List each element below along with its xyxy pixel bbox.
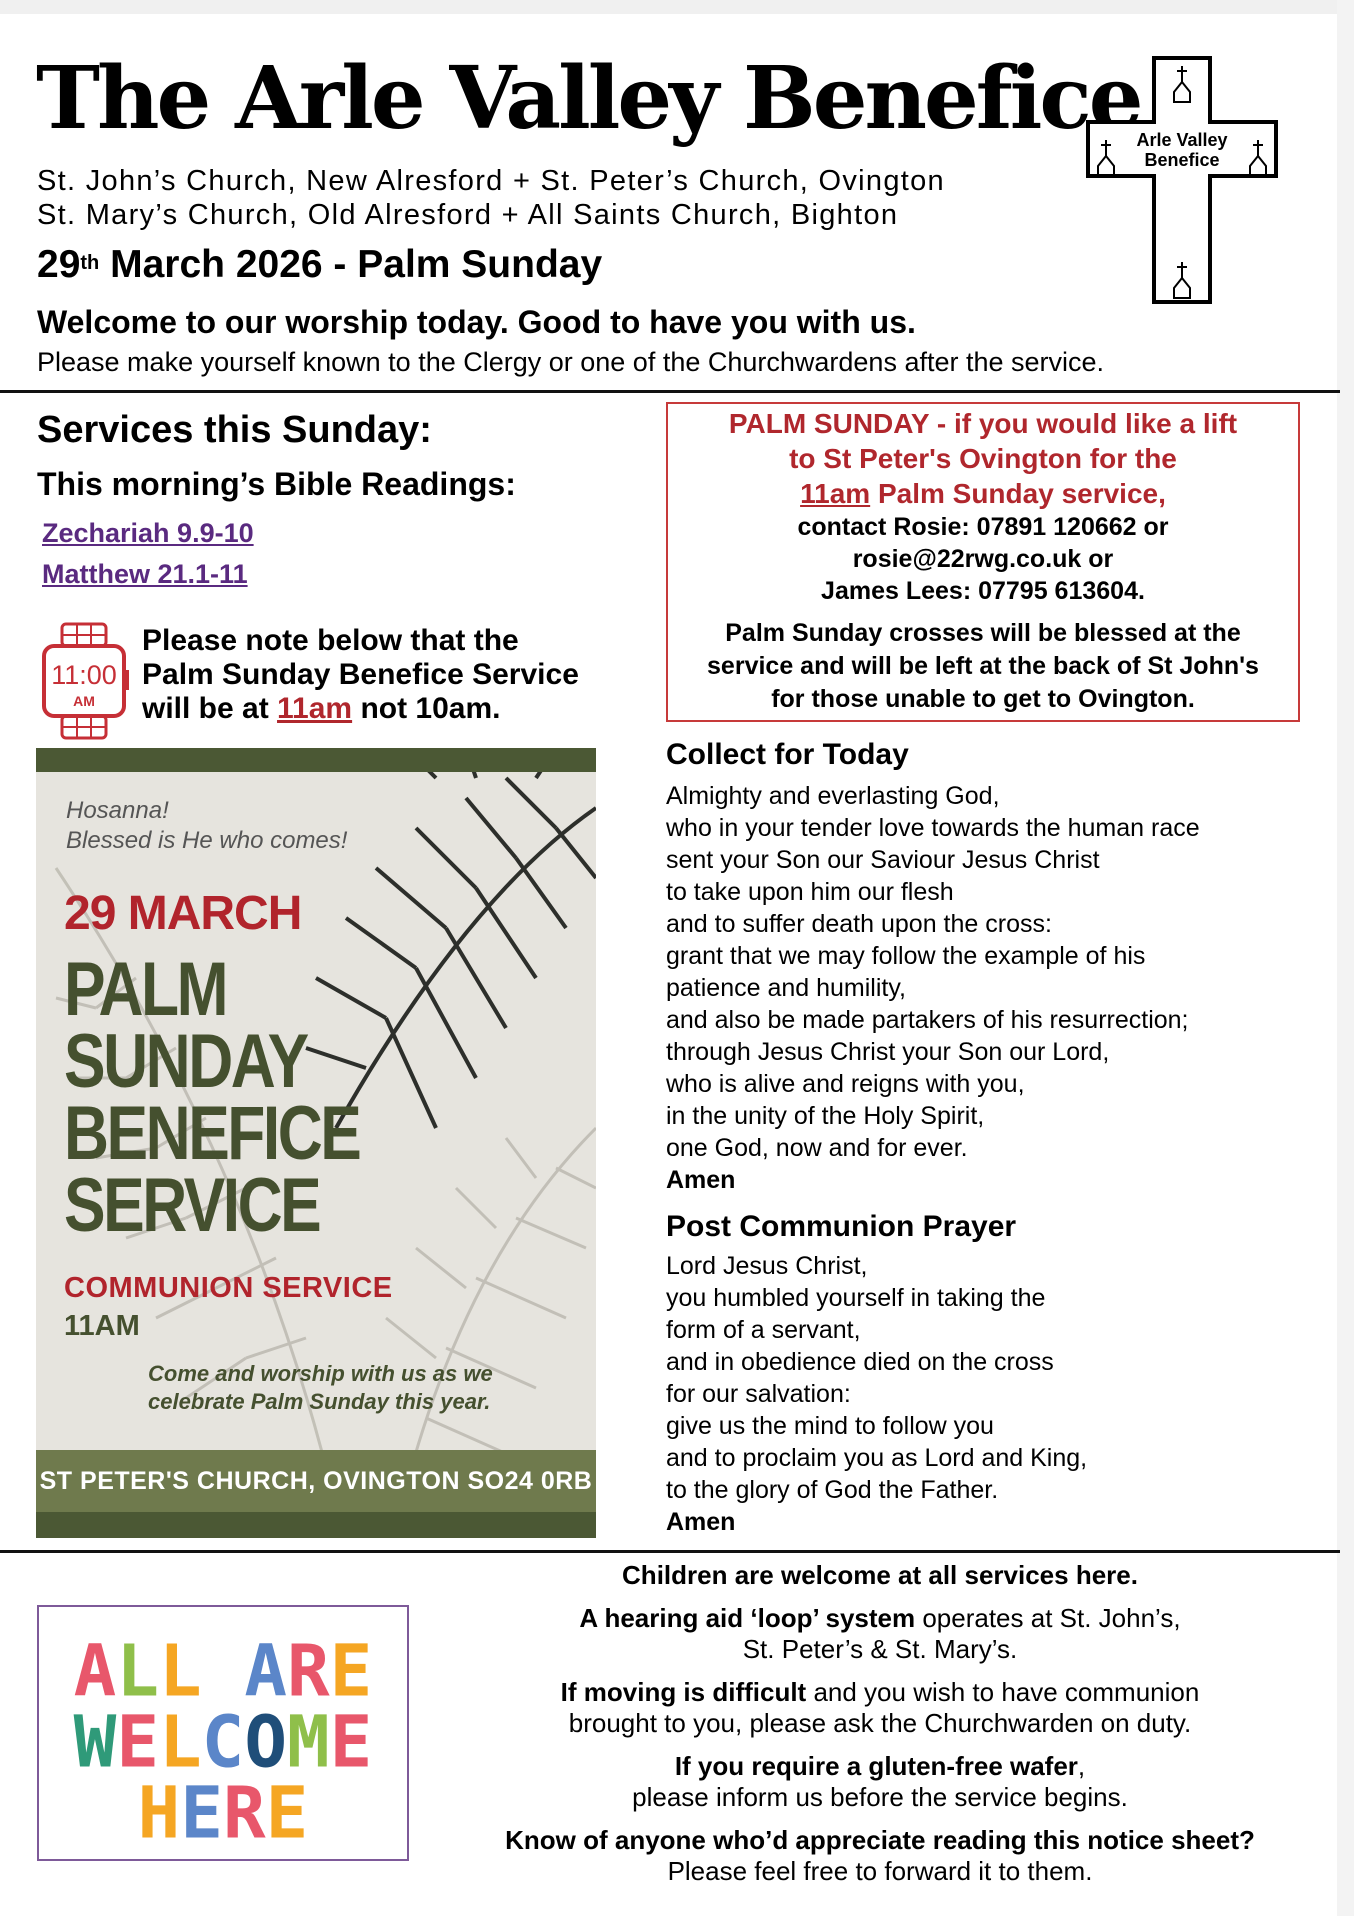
crosses-line-2: service and will be left at the back of St John's (707, 652, 1259, 680)
post-communion-line: Lord Jesus Christ, (666, 1252, 868, 1280)
contact-line-3: James Lees: 07795 613604. (821, 577, 1145, 605)
poster-title (64, 947, 360, 1248)
children-note-text: Children are welcome at all services here. (622, 1560, 1138, 1590)
welcome-letter: C (201, 1700, 245, 1784)
note-line-3 (142, 692, 622, 726)
welcome-letter: L (158, 1700, 202, 1784)
forward-note-bold: Know of anyone who’d appreciate reading this notice sheet? (505, 1825, 1255, 1855)
post-communion-text (666, 1250, 1306, 1538)
poster-time: 11AM (64, 1310, 140, 1342)
poster-date: 29 MARCH (64, 887, 302, 940)
gluten-note-line-2: please inform us before the service begins. (632, 1782, 1128, 1812)
services-heading: Services this Sunday: (37, 409, 432, 451)
poster-hosanna-line: Hosanna! (66, 797, 169, 824)
welcome-heading: Welcome to our worship today. Good to have you with us. (37, 304, 916, 340)
note-post: not 10am. (352, 692, 501, 725)
collect-line: and also be made partakers of his resurrection; (666, 1006, 1189, 1034)
note-time: 11am (277, 692, 353, 725)
note-pre: will be at (142, 692, 278, 725)
collect-line: who is alive and reigns with you, (666, 1070, 1025, 1098)
reading-link-zechariah[interactable]: Zechariah 9.9-10 (42, 518, 254, 548)
right-gutter (1337, 0, 1354, 1916)
collect-line: through Jesus Christ your Son our Lord, (666, 1038, 1110, 1066)
poster-location: ST PETER'S CHURCH, OVINGTON SO24 0RB (36, 1450, 596, 1512)
collect-line: sent your Son our Saviour Jesus Christ (666, 846, 1100, 874)
readings-heading: This morning’s Bible Readings: (37, 466, 516, 502)
palm-sunday-lift-box (666, 402, 1300, 722)
contact-line-1: contact Rosie: 07891 120662 or (797, 513, 1169, 541)
gluten-note-bold: If you require a gluten-free wafer (674, 1751, 1078, 1781)
logo-line-2: Benefice (1144, 150, 1220, 170)
all-are-welcome-image (37, 1605, 409, 1861)
welcome-letter: A (73, 1629, 117, 1713)
palm-sunday-poster (36, 748, 596, 1538)
moving-note-bold: If moving is difficult (560, 1677, 807, 1707)
crosses-line-1: Palm Sunday crosses will be blessed at the (725, 619, 1241, 647)
welcome-letter: R (287, 1629, 330, 1713)
date-day: 29 (37, 243, 81, 286)
reading-link-matthew[interactable]: Matthew 21.1-11 (42, 559, 248, 589)
time-change-note (142, 624, 622, 726)
welcome-line-3 (138, 1771, 309, 1854)
collect-heading: Collect for Today (666, 738, 909, 771)
collect-line: in the unity of the Holy Spirit, (666, 1102, 985, 1130)
lift-line-3 (668, 476, 1298, 511)
welcome-letter: O (244, 1700, 288, 1784)
footer-notes (440, 1560, 1320, 1899)
lift-service: Palm Sunday service, (870, 478, 1166, 509)
welcome-letter: E (265, 1771, 309, 1855)
post-communion-heading: Post Communion Prayer (666, 1210, 1017, 1243)
churches-line-1: St. John’s Church, New Alresford + St. Peter’s Church, Ovington (37, 165, 945, 197)
page-title: The Arle Valley Benefice (36, 48, 1141, 149)
poster-title-line-4: SERVICE (64, 1163, 320, 1248)
collect-line: Almighty and everlasting God, (666, 782, 1000, 810)
gluten-note (440, 1751, 1320, 1813)
poster-invite-line-2: celebrate Palm Sunday this year. (148, 1389, 491, 1414)
post-communion-line: and to proclaim you as Lord and King, (666, 1444, 1088, 1472)
collect-line: who in your tender love towards the human race (666, 814, 1200, 842)
benefice-cross-logo (1084, 56, 1280, 306)
poster-invite (148, 1360, 508, 1416)
post-communion-line: give us the mind to follow you (666, 1412, 994, 1440)
poster-title-line-1: PALM (64, 947, 227, 1032)
date-rest: March 2026 - Palm Sunday (99, 243, 603, 286)
service-date (37, 241, 602, 289)
date-suffix: th (80, 252, 100, 274)
welcome-letter: L (158, 1629, 202, 1713)
collect-text (666, 780, 1306, 1196)
divider-top (0, 390, 1340, 393)
crosses-line-3: for those unable to get to Ovington. (771, 685, 1195, 713)
welcome-letter: H (137, 1771, 181, 1855)
clock-ampm: AM (73, 693, 95, 709)
post-communion-line: form of a servant, (666, 1316, 861, 1344)
welcome-subtext: Please make yourself known to the Clergy or one of the Churchwardens after the service. (37, 347, 1105, 377)
churches-line-2: St. Mary’s Church, Old Alresford + All Saints Church, Bighton (37, 199, 899, 231)
watch-clock-icon (40, 622, 130, 740)
poster-bottom-bar (36, 1512, 596, 1538)
collect-line: to take upon him our flesh (666, 878, 954, 906)
lift-line-1: PALM SUNDAY - if you would like a lift (728, 408, 1238, 439)
moving-note-rest: and you wish to have communion (806, 1677, 1200, 1707)
forward-note (440, 1825, 1320, 1887)
lift-line-2: to St Peter's Ovington for the (789, 443, 1177, 474)
welcome-letter: W (73, 1700, 117, 1784)
divider-bottom (0, 1550, 1340, 1553)
crosses-text (668, 617, 1298, 716)
note-line-1: Please note below that the (142, 624, 519, 657)
poster-invite-line-1: Come and worship with us as we (148, 1361, 493, 1386)
welcome-letter: R (223, 1771, 266, 1855)
collect-line: and to suffer death upon the cross: (666, 910, 1052, 938)
welcome-letter: L (116, 1629, 159, 1713)
collect-line: grant that we may follow the example of his (666, 942, 1146, 970)
welcome-letter: M (287, 1700, 330, 1784)
welcome-letter: E (116, 1700, 159, 1784)
post-communion-line: for our salvation: (666, 1380, 851, 1408)
loop-note (440, 1603, 1320, 1665)
collect-line: one God, now and for ever. (666, 1134, 968, 1162)
post-communion-amen: Amen (666, 1508, 736, 1536)
post-communion-line: to the glory of God the Father. (666, 1476, 999, 1504)
loop-note-line-2: St. Peter’s & St. Mary’s. (742, 1634, 1018, 1664)
poster-top-bar (36, 748, 596, 772)
post-communion-line: and in obedience died on the cross (666, 1348, 1054, 1376)
poster-communion: COMMUNION SERVICE (64, 1272, 393, 1304)
poster-title-line-2: SUNDAY (64, 1019, 307, 1104)
children-note (440, 1560, 1320, 1591)
poster-hosanna (66, 796, 347, 856)
welcome-letter: E (329, 1700, 373, 1784)
forward-note-line-2: Please feel free to forward it to them. (667, 1856, 1093, 1886)
top-strip (0, 0, 1354, 14)
note-line-2: Palm Sunday Benefice Service (142, 658, 579, 691)
welcome-letter: A (244, 1629, 288, 1713)
lift-time: 11am (800, 478, 871, 509)
moving-note (440, 1677, 1320, 1739)
welcome-letter: E (180, 1771, 224, 1855)
collect-line: patience and humility, (666, 974, 906, 1002)
loop-note-bold: A hearing aid ‘loop’ system (579, 1603, 916, 1633)
poster-title-line-3: BENEFICE (64, 1091, 360, 1176)
logo-line-1: Arle Valley (1136, 130, 1228, 150)
clock-time: 11:00 (51, 660, 117, 690)
churches-list (37, 164, 945, 232)
welcome-letter: E (329, 1629, 373, 1713)
post-communion-line: you humbled yourself in taking the (666, 1284, 1046, 1312)
contact-line-2: rosie@22rwg.co.uk or (852, 545, 1114, 573)
poster-blessed-line: Blessed is He who comes! (66, 827, 348, 854)
collect-amen: Amen (666, 1166, 736, 1194)
loop-note-rest: operates at St. John’s, (915, 1603, 1181, 1633)
moving-note-line-2: brought to you, please ask the Churchwarden on duty. (568, 1708, 1192, 1738)
gluten-note-rest: , (1077, 1751, 1086, 1781)
